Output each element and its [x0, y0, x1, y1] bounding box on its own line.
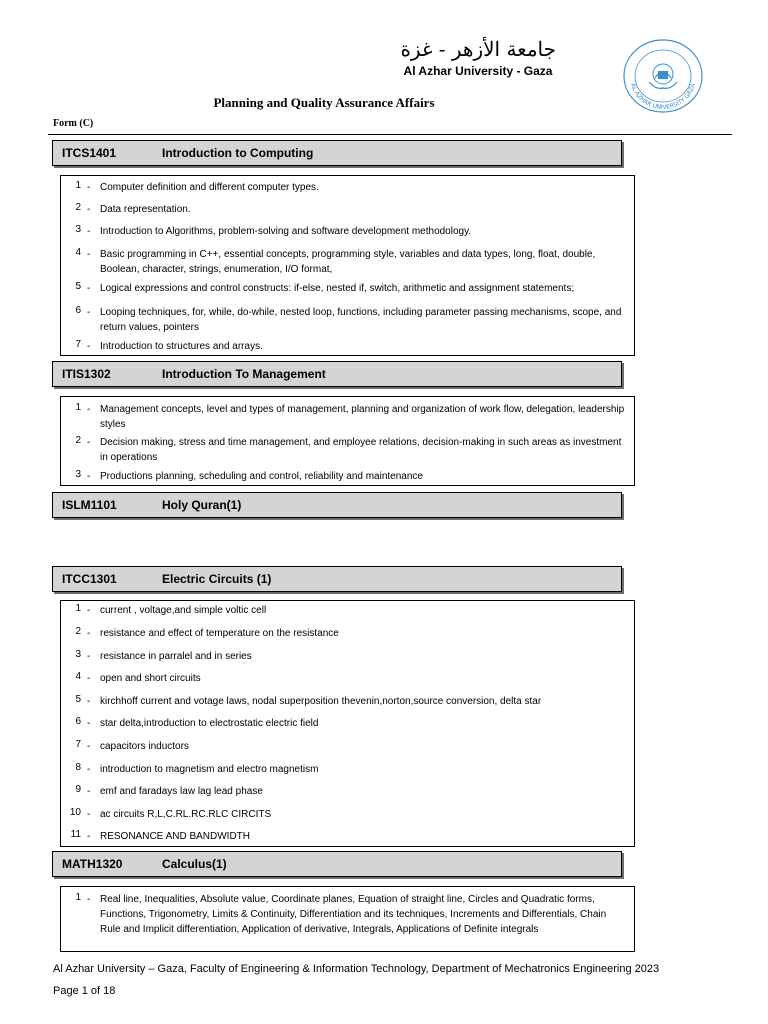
- course-title: Introduction to Computing: [162, 146, 314, 160]
- course-header-islm1101: [52, 492, 622, 518]
- department-title: Planning and Quality Assurance Affairs: [213, 95, 435, 110]
- header-rule: [48, 134, 732, 135]
- course-topics-itis1302: 1 - Management concepts, level and types of management, planning and organization of work flow, delegation, leadership styles 2 - Decision making, stress and time management, and employee relations, decision-making in such areas as investment in operations 3 - Productions planning, scheduling and control, reliability and maintenance: [60, 396, 635, 486]
- course-code: ITIS1302: [62, 367, 111, 381]
- form-label: Form (C): [53, 118, 94, 129]
- course-topics-math1320: 1 - Real line, Inequalities, Absolute value, Coordinate planes, Equation of straight line, Circles and Quadratic forms, Functions, Trigonometry, Limits & Continuity, Differentiation and its techniques, Increments and Differentials, Chain Rule and Implicit differentiation, Application of derivative, Integrals, Applications of Definite integrals: [60, 886, 635, 952]
- course-code: ISLM1101: [62, 498, 117, 512]
- course-title: Electric Circuits (1): [162, 572, 272, 586]
- logo-text: AL AZHAR UNIVERSITY GAZA: [629, 82, 697, 112]
- page-number: Page 1 of 18: [53, 985, 116, 997]
- university-name-english: Al Azhar University - Gaza: [403, 64, 553, 78]
- course-title: Holy Quran(1): [162, 498, 242, 512]
- course-header-itcs1401: [52, 140, 622, 166]
- course-header-math1320: [52, 851, 622, 877]
- page-footer: Al Azhar University – Gaza, Faculty of Engineering & Information Technology, Department of Mechatronics Engineering 2023: [53, 963, 660, 975]
- course-code: ITCC1301: [62, 572, 117, 586]
- course-topics-itcs1401: 1 - Computer definition and different computer types. 2 - Data representation. 3 - Introduction to Algorithms, problem-solving and software development methodology. 4 - Basic programming in C++, essential concepts, programming style, variables and data types, long, float, double, Boolean, character, strings, enumeration, I/O format, 5 - Logical expressions and control constructs: if-else, nested if, switch, arithmetic and assignment statements; 6 - Looping techniques, for, while, do-while, nested loop, functions, including parameter passing mechanisms, scope, and return values, pointers 7 - Introduction to structures and arrays.: [60, 175, 635, 356]
- course-topics-itcc1301: 1 - current , voltage,and simple voltic cell 2 - resistance and effect of temperature on the resistance 3 - resistance in parralel and in series 4 - open and short circuits 5 - kirchhoff current and votage laws, nodal superposition thevenin,norton,source conversion, delta star 6 - star delta,introduction to electrostatic electric field 7 - capacitors inductors 8 - introduction to magnetism and electro magnetism 9 - emf and faradays law lag lead phase 10 - ac circuits R,L,C.RL.RC.RLC CIRCITS 11 - RESONANCE AND BANDWIDTH: [60, 600, 635, 847]
- course-code: ITCS1401: [62, 146, 117, 160]
- university-name-arabic: جامعة الأزهر - غزة: [400, 37, 556, 61]
- course-title: Introduction To Management: [162, 367, 326, 381]
- course-title: Calculus(1): [162, 857, 227, 871]
- course-header-itcc1301: [52, 566, 622, 592]
- course-code: MATH1320: [62, 857, 123, 871]
- course-header-itis1302: [52, 361, 622, 387]
